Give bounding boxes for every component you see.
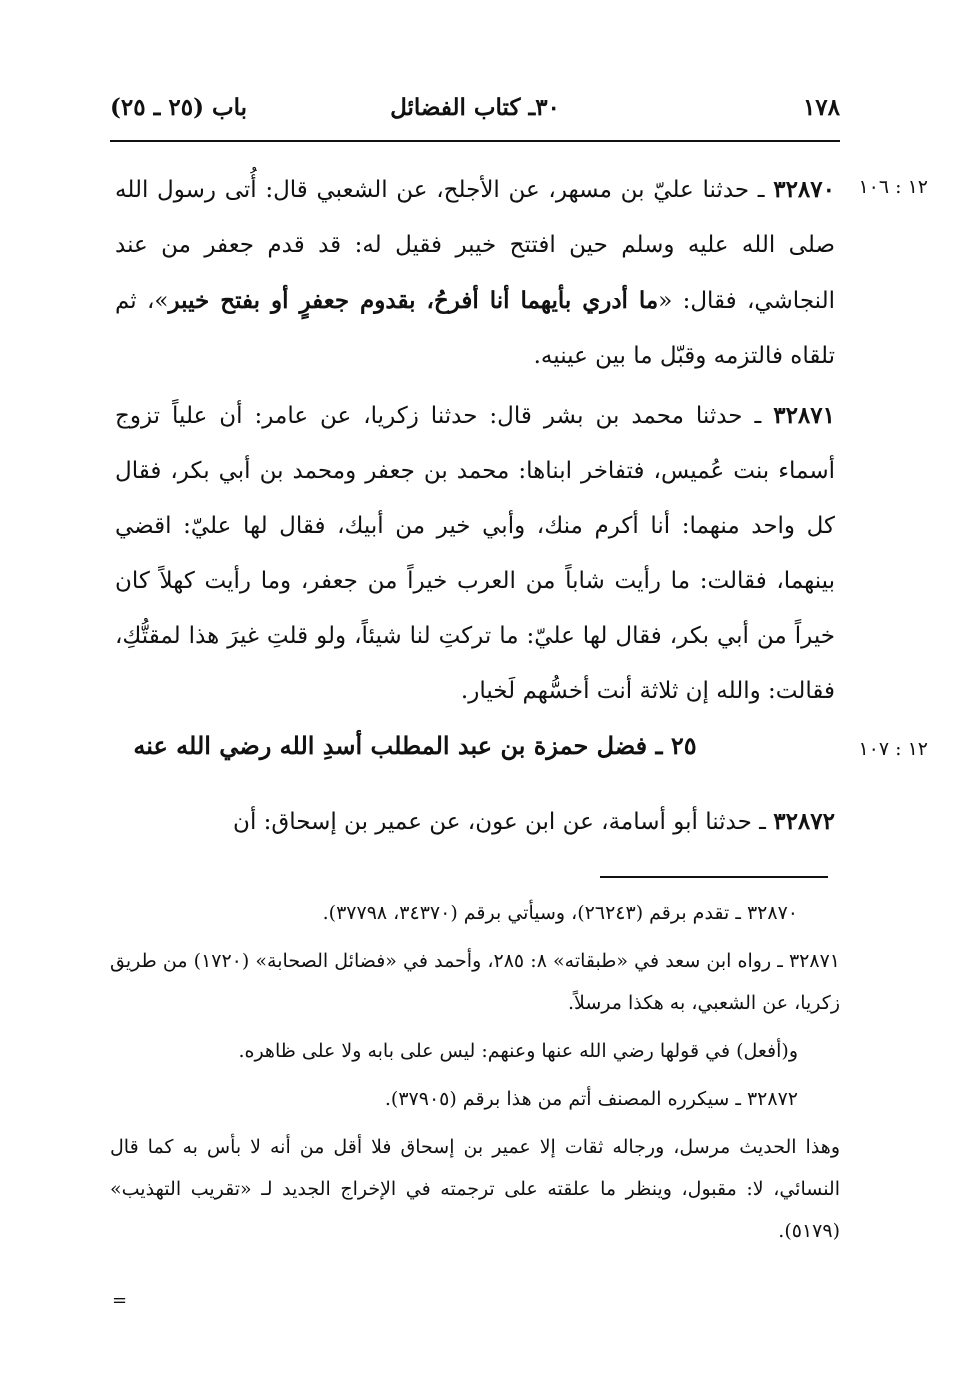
hadith-32871 — [115, 388, 835, 719]
page-number: ١٧٨ — [802, 94, 840, 121]
hadith-text-end: »، ثم تلقاه فالتزمه وقبّل ما بين عينيه. — [115, 288, 835, 369]
margin-reference-2: ١٢ : ١٠٧ — [858, 738, 928, 760]
hadith-number: ٣٢٨٧٠ — [773, 176, 835, 203]
footnote-32872: ٣٢٨٧٢ ـ سيكرره المصنف أتم من هذا برقم (٣٧٩٠٥). — [384, 1088, 798, 1110]
hadith-32872 — [115, 794, 835, 850]
page-header — [110, 88, 840, 134]
hadith-text: ـ حدثنا عليّ بن مسهر، عن الأجلح، عن الشعبي قال: أُتى رسول الله صلى الله عليه وسلم حين افتتح خيبر فقيل له: قد قدم جعفر من عند النجاشي، فقال: « — [115, 177, 836, 314]
hadith-quote: ما أدري بأيهما أنا أفرحُ، بقدوم جعفرٍ أو بفتح خيبر — [168, 287, 659, 314]
hadith-text: ـ حدثنا محمد بن بشر قال: حدثنا زكريا، عن عامر: أن علياً تزوج أسماء بنت عُميس، فتفاخر ابناها: محمد بن جعفر ومحمد بن أبي بكر، فقال كل واحد منهما: أنا أكرم منك، وأبي خير من أبيك، فقال لها عليّ: اقضي بينهما، فقالت: ما رأيت شاباً من العرب خيراً من جعفر، وما رأيت كهلاً كان خيراً من أبي بكر، فقال لها عليّ: ما تركتِ لنا شيئاً، ولو قلتِ غيرَ هذا لمقتُّكِ، فقالت: والله إن ثلاثة أنت أخسُّهم لَخيار. — [115, 403, 835, 704]
footnote-rule — [600, 876, 828, 878]
hadith-number: ٣٢٨٧١ — [773, 402, 835, 429]
continuation-mark: = — [112, 1290, 128, 1311]
hadith-32870 — [115, 162, 835, 384]
footnote-32871: ٣٢٨٧١ ـ رواه ابن سعد في «طبقاته» ٨: ٢٨٥، وأحمد في «فضائل الصحابة» (١٧٢٠) من طريق زكريا، عن الشعبي، به هكذا مرسلاً. — [110, 950, 840, 1014]
footnote-afal: و(أفعل) في قولها رضي الله عنها وعنهم: ليس على بابه ولا على ظاهره. — [238, 1040, 798, 1062]
header-rule — [110, 140, 840, 142]
footnotes — [110, 892, 840, 1258]
chapter-range: باب (٢٥ ـ ٢٥) — [110, 94, 248, 121]
footnote-32870: ٣٢٨٧٠ ـ تقدم برقم (٢٦٢٤٣)، وسيأتي برقم (٣٤٣٧٠، ٣٧٧٩٨). — [322, 902, 798, 924]
margin-reference-1: ١٢ : ١٠٦ — [858, 176, 928, 198]
book-title: ٣٠ـ كتاب الفضائل — [390, 94, 560, 121]
footnote-32872-note: وهذا الحديث مرسل، ورجاله ثقات إلا عمير بن إسحاق فلا أقل من أنه لا بأس به كما قال النسائي، لا: مقبول، وينظر ما علقته على ترجمته في الإخراج الجديد لـ «تقريب التهذيب» (٥١٧٩). — [110, 1136, 840, 1242]
chapter-heading: ٢٥ ـ فضل حمزة بن عبد المطلب أسدِ الله رضي الله عنه — [133, 731, 697, 760]
hadith-number: ٣٢٨٧٢ — [773, 808, 835, 835]
hadith-text: ـ حدثنا أبو أسامة، عن ابن عون، عن عمير بن إسحاق: أن — [233, 809, 774, 835]
